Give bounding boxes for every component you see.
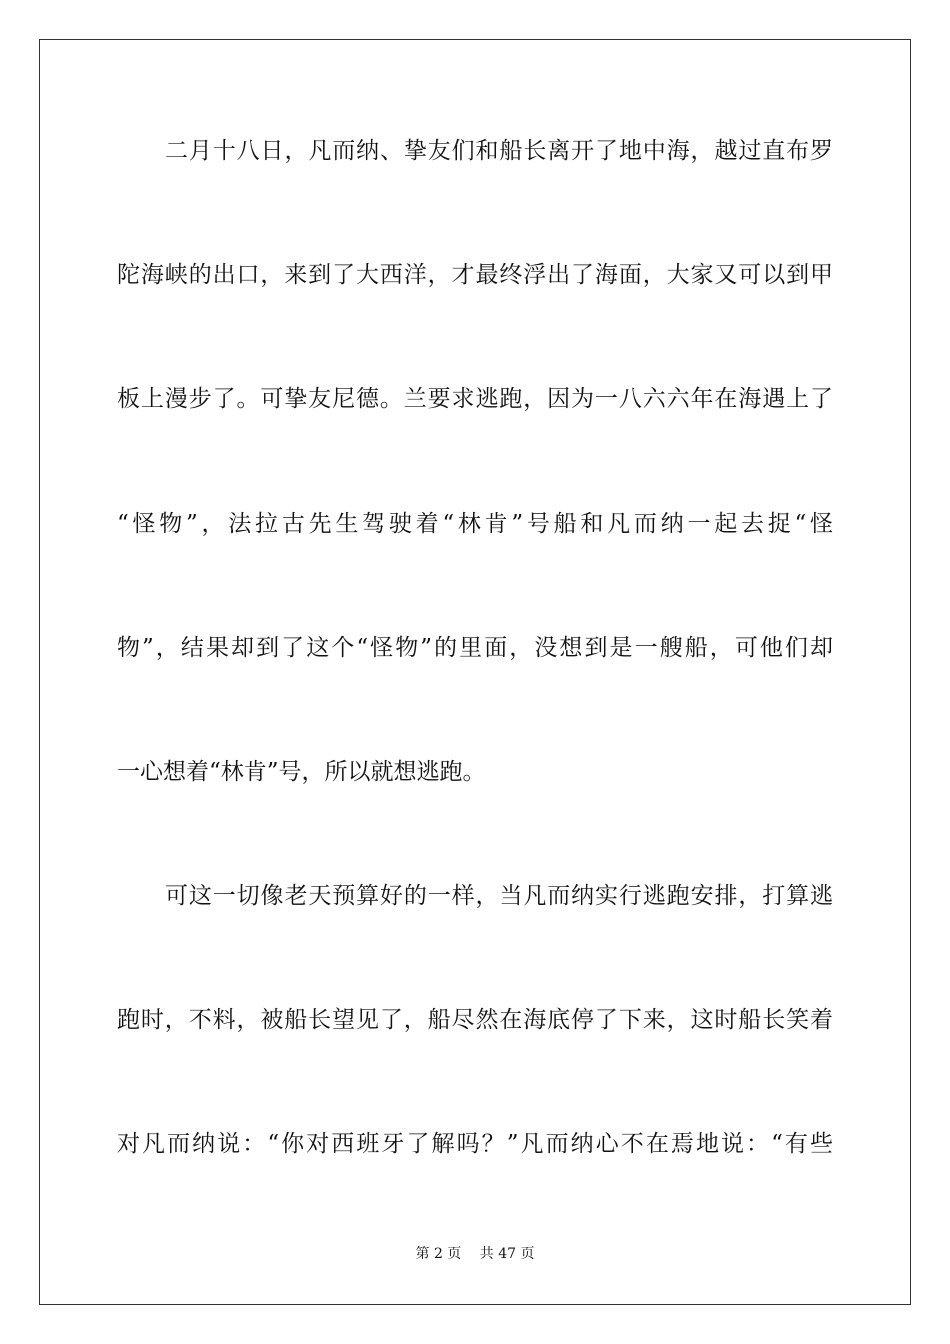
paragraph-1-line-6: 一心想着“林肯”号，所以就想逃跑。 — [117, 759, 486, 785]
paragraph-2-line-3: 对凡而纳说：“你对西班牙了解吗？”凡而纳心不在焉地说：“有些 — [117, 1131, 833, 1157]
paragraph-1-line-1: 二月十八日，凡而纳、挚友们和船长离开了地中海，越过直布罗 — [165, 138, 833, 164]
paragraph-1-line-4: “怪物”，法拉古先生驾驶着“林肯”号船和凡而纳一起去捉“怪 — [117, 511, 833, 537]
paragraph-1-line-3: 板上漫步了。可挚友尼德。兰要求逃跑，因为一八六六年在海遇上了 — [117, 386, 833, 412]
page-number-footer: 第 2 页 共 47 页 — [415, 1246, 535, 1262]
page-border — [39, 39, 911, 1305]
paragraph-2-line-2: 跑时，不料，被船长望见了，船尽然在海底停了下来，这时船长笑着 — [117, 1007, 833, 1033]
paragraph-1-line-2: 陀海峡的出口，来到了大西洋，才最终浮出了海面，大家又可以到甲 — [117, 262, 833, 288]
paragraph-2-line-1: 可这一切像老天预算好的一样，当凡而纳实行逃跑安排，打算逃 — [165, 883, 833, 909]
paragraph-1-line-5: 物”，结果却到了这个“怪物”的里面，没想到是一艘船，可他们却 — [117, 635, 833, 661]
